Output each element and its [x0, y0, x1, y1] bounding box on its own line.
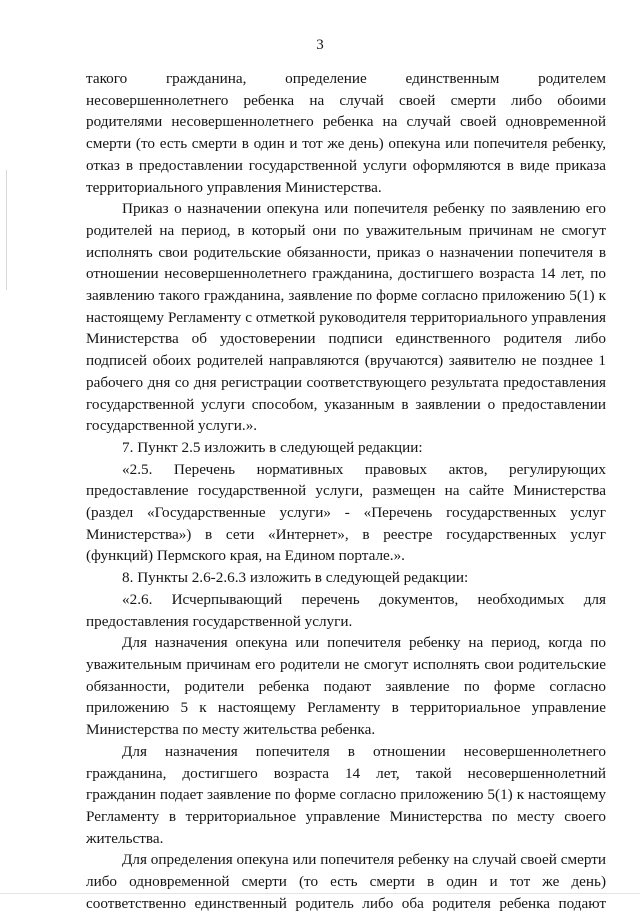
document-body [86, 68, 606, 914]
paragraph-item-7-heading: 7. Пункт 2.5 изложить в следующей редакции: [122, 438, 423, 456]
page-number: 3 [316, 37, 324, 53]
scan-edge-bottom [0, 893, 640, 894]
paragraph-result-formalization: такого гражданина, определение единственным родителем несовершеннолетнего ребенка на случай своей смерти либо обоими родителями несовершеннолетнего ребенка на случай своей одновременной смерти (то есть смерти в один и тот же день) опекуна или попечителя ребенку, отказ в предоставлении государственной услуги оформляются в виде приказа территориального управления Министерства. [86, 70, 606, 196]
paragraph-temporary-guardian: Для назначения опекуна или попечителя ребенку на период, когда по уважительным причинам его родители не смогут исполнять свои родительские обязанности, родители ребенка подают заявление по форме согласно приложению 5 к настоящему Регламенту в территориальное управление Министерства по месту жительства ребенка. [86, 634, 606, 739]
paragraph-guardian-in-case-of-death: Для определения опекуна или попечителя ребенку на случай своей смерти либо одновременной смерти (то есть смерти в один и тот же день) соответственно единственный родитель либо оба родителя ребенка подают [86, 851, 606, 912]
paragraph-section-2-5: «2.5. Перечень нормативных правовых актов, регулирующих предоставление государственной услуги, размещен на сайте Министерства (раздел «Государственные услуги» - «Перечень государственных услуг Министерства») в сети «Интернет», в реестре государственных услуг (функций) Пермского края, на Едином портале.». [86, 460, 606, 565]
paragraph-minor-over-14: Для назначения попечителя в отношении несовершеннолетнего гражданина, достигшего возраста 14 лет, такой несовершеннолетний гражданин подает заявление по форме согласно приложению 5(1) к настоящему Регламенту в территориальное управление Министерства по месту своего жительства. [86, 742, 606, 847]
paragraph-section-2-6: «2.6. Исчерпывающий перечень документов, необходимых для предоставления государственной услуги. [86, 590, 606, 630]
scan-edge-left [6, 170, 7, 290]
paragraph-item-8-heading: 8. Пункты 2.6-2.6.3 изложить в следующей редакции: [122, 569, 469, 587]
paragraph-order-delivery: Приказ о назначении опекуна или попечителя ребенку по заявлению его родителей на период, в который они по уважительным причинам не смогут исполнять свои родительские обязанности, приказ о назначении попечителя в отношении несовершеннолетнего гражданина, достигшего возраста 14 лет, по заявлению такого гражданина, заявление по форме согласно приложению 5(1) к настоящему Регламенту с отметкой руководителя территориального управления Министерства об удостоверении подписи единственного родителя либо подписей обоих родителей направляются (вручаются) заявителю не позднее 1 рабочего дня со дня регистрации соответствующего результата предоставления государственной услуги способом, указанным в заявлении о предоставлении государственной услуги.». [86, 200, 606, 435]
